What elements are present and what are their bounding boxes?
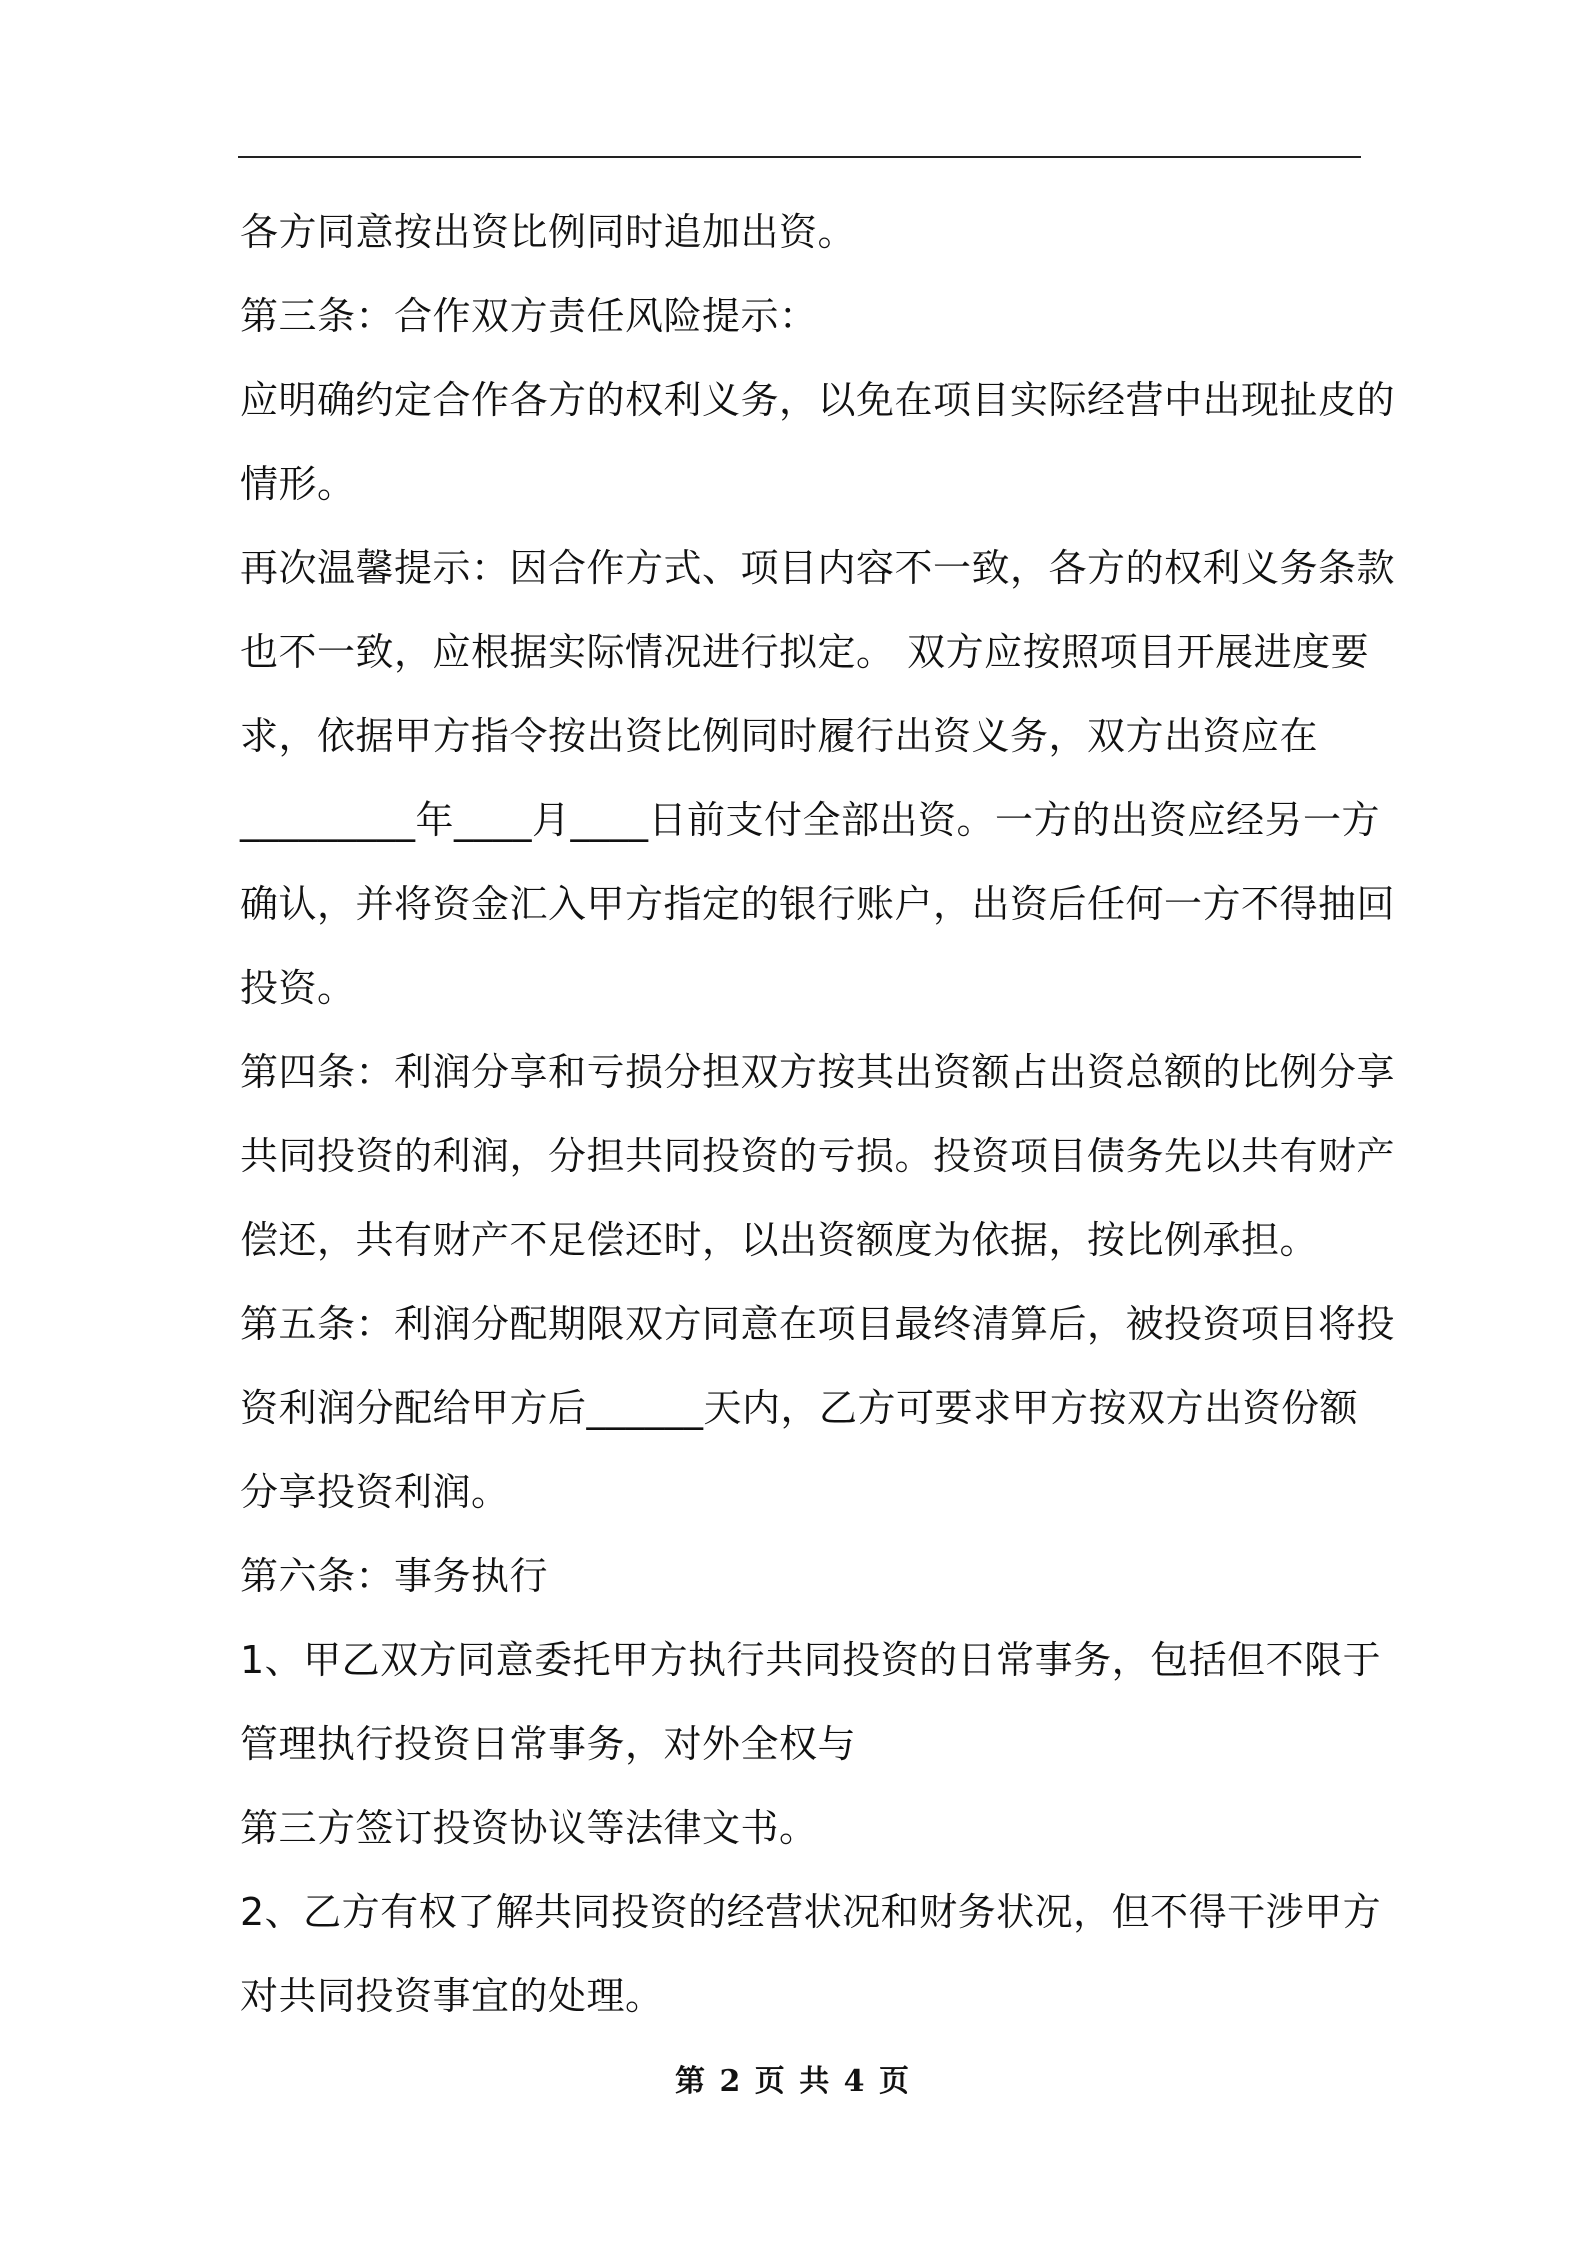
text-line: 共同投资的利润，分担共同投资的亏损。投资项目债务先以共有财产 — [240, 1134, 1396, 1178]
text-line: 确认，并将资金汇入甲方指定的银行账户，出资后任何一方不得抽回 — [240, 882, 1396, 926]
text-line: 投资。 — [240, 966, 356, 1010]
text-line: 再次温馨提示：因合作方式、项目内容不一致，各方的权利义务条款 — [240, 546, 1396, 590]
text-line: 各方同意按出资比例同时追加出资。 — [240, 210, 857, 254]
section-heading-6: 第六条：事务执行 — [240, 1554, 549, 1598]
text-line: 管理执行投资日常事务，对外全权与 — [240, 1722, 857, 1766]
section-heading-3: 第三条：合作双方责任风险提示： — [240, 294, 818, 338]
text-line: 偿还，共有财产不足偿还时，以出资额度为依据，按比例承担。 — [240, 1218, 1319, 1262]
text-line: 资利润分配给甲方后______天内，乙方可要求甲方按双方出资份额 — [240, 1386, 1359, 1430]
section-heading-5: 第五条：利润分配期限双方同意在项目最终清算后，被投资项目将投 — [240, 1302, 1396, 1346]
text-line: 分享投资利润。 — [240, 1470, 510, 1514]
page-number-footer: 第 2 页 共 4 页 — [675, 2064, 911, 2099]
list-item-2: 2、乙方有权了解共同投资的经营状况和财务状况，但不得干涉甲方 — [240, 1890, 1382, 1934]
text-line: 求，依据甲方指令按出资比例同时履行出资义务，双方出资应在 — [240, 714, 1319, 758]
text-line: 第三方签订投资协议等法律文书。 — [240, 1806, 818, 1850]
text-line: 对共同投资事宜的处理。 — [240, 1974, 664, 2018]
section-heading-4: 第四条：利润分享和亏损分担双方按其出资额占出资总额的比例分享 — [240, 1050, 1396, 1094]
text-line: 情形。 — [240, 462, 356, 506]
header-rule — [238, 156, 1361, 158]
list-item-1: 1、甲乙双方同意委托甲方执行共同投资的日常事务，包括但不限于 — [240, 1638, 1382, 1682]
text-line: _________年____月____日前支付全部出资。一方的出资应经另一方 — [240, 798, 1381, 842]
text-line: 应明确约定合作各方的权利义务，以免在项目实际经营中出现扯皮的 — [240, 378, 1396, 422]
document-body — [240, 190, 1396, 2038]
text-line: 也不一致，应根据实际情况进行拟定。 双方应按照项目开展进度要 — [240, 630, 1370, 674]
